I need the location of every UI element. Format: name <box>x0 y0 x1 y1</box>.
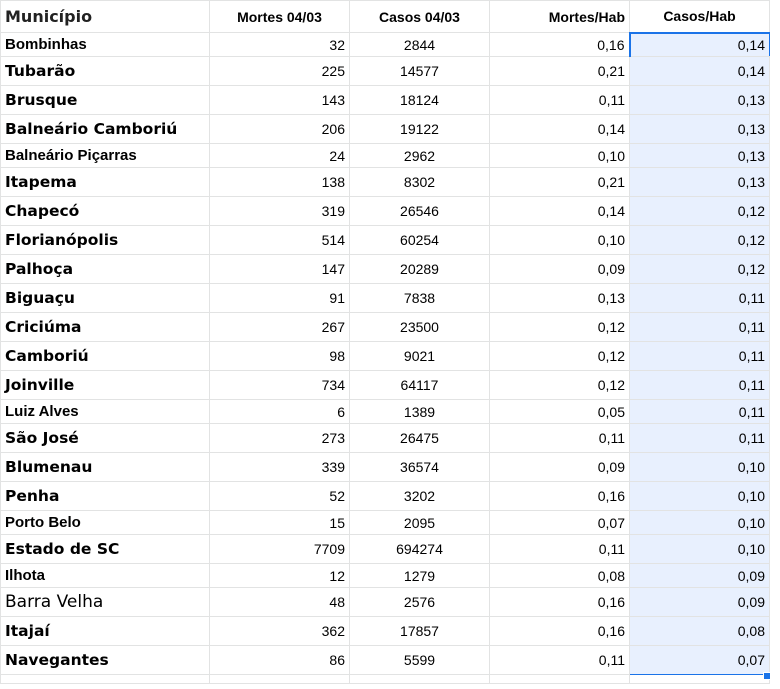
cell-mortes-hab[interactable]: 0,10 <box>490 144 630 168</box>
cell-municipio[interactable]: Balneário Camboriú <box>1 115 210 144</box>
cell-mortes-hab[interactable]: 0,11 <box>490 535 630 564</box>
cell-casos-hab[interactable]: 0,13 <box>630 115 770 144</box>
table-row <box>1 115 770 144</box>
cell-mortes[interactable]: 91 <box>210 284 350 313</box>
cell-mortes[interactable]: 24 <box>210 144 350 168</box>
cell-casos-hab[interactable]: 0,11 <box>630 284 770 313</box>
empty-cell[interactable] <box>1 675 210 684</box>
cell-casos-hab[interactable]: 0,11 <box>630 424 770 453</box>
cell-mortes[interactable]: 273 <box>210 424 350 453</box>
cell-mortes-hab[interactable]: 0,16 <box>490 33 630 57</box>
table-row <box>1 226 770 255</box>
cell-casos-hab[interactable]: 0,09 <box>630 588 770 617</box>
empty-cell[interactable] <box>630 675 770 684</box>
cell-mortes[interactable]: 15 <box>210 511 350 535</box>
cell-mortes-hab[interactable]: 0,09 <box>490 255 630 284</box>
cell-casos-hab[interactable]: 0,13 <box>630 144 770 168</box>
cell-municipio[interactable]: Palhoça <box>1 255 210 284</box>
table-row <box>1 342 770 371</box>
table-row <box>1 511 770 535</box>
cell-mortes[interactable]: 147 <box>210 255 350 284</box>
cell-mortes[interactable]: 98 <box>210 342 350 371</box>
cell-casos[interactable]: 60254 <box>350 226 490 255</box>
cell-municipio[interactable]: Joinville <box>1 371 210 400</box>
table-row <box>1 57 770 86</box>
cell-municipio[interactable]: Bombinhas <box>1 33 210 57</box>
empty-cell[interactable] <box>210 675 350 684</box>
header-cell-municipio[interactable]: Município <box>1 1 210 33</box>
cell-municipio[interactable]: Itajaí <box>1 617 210 646</box>
cell-casos[interactable]: 2844 <box>350 33 490 57</box>
table-row <box>1 617 770 646</box>
cell-municipio[interactable]: Chapecó <box>1 197 210 226</box>
cell-mortes-hab[interactable]: 0,14 <box>490 197 630 226</box>
cell-casos[interactable]: 26546 <box>350 197 490 226</box>
cell-mortes-hab[interactable]: 0,05 <box>490 400 630 424</box>
cell-casos-hab[interactable]: 0,11 <box>630 313 770 342</box>
cell-municipio[interactable]: Balneário Piçarras <box>1 144 210 168</box>
cell-municipio[interactable]: Biguaçu <box>1 284 210 313</box>
cell-municipio[interactable]: Itapema <box>1 168 210 197</box>
cell-mortes[interactable]: 138 <box>210 168 350 197</box>
cell-municipio[interactable]: Brusque <box>1 86 210 115</box>
table-row <box>1 482 770 511</box>
cell-casos[interactable]: 2095 <box>350 511 490 535</box>
header-cell-casos[interactable]: Casos 04/03 <box>350 1 490 33</box>
cell-casos-hab[interactable]: 0,10 <box>630 482 770 511</box>
cell-casos[interactable]: 20289 <box>350 255 490 284</box>
cell-mortes-hab[interactable]: 0,11 <box>490 646 630 675</box>
cell-casos[interactable]: 26475 <box>350 424 490 453</box>
empty-row <box>1 675 770 684</box>
cell-casos-hab[interactable]: 0,12 <box>630 226 770 255</box>
cell-municipio[interactable]: Barra Velha <box>1 588 210 617</box>
table-row <box>1 371 770 400</box>
cell-mortes-hab[interactable]: 0,10 <box>490 226 630 255</box>
cell-casos-hab[interactable]: 0,09 <box>630 564 770 588</box>
table-row <box>1 313 770 342</box>
cell-casos[interactable]: 2962 <box>350 144 490 168</box>
cell-casos-hab[interactable]: 0,12 <box>630 255 770 284</box>
cell-municipio[interactable]: Florianópolis <box>1 226 210 255</box>
cell-mortes-hab[interactable]: 0,12 <box>490 371 630 400</box>
cell-casos[interactable]: 1389 <box>350 400 490 424</box>
cell-mortes-hab[interactable]: 0,12 <box>490 342 630 371</box>
cell-mortes-hab[interactable]: 0,14 <box>490 115 630 144</box>
cell-municipio[interactable]: Navegantes <box>1 646 210 675</box>
cell-casos-hab[interactable]: 0,12 <box>630 197 770 226</box>
table-row <box>1 197 770 226</box>
cell-municipio[interactable]: Porto Belo <box>1 511 210 535</box>
cell-casos[interactable]: 3202 <box>350 482 490 511</box>
cell-casos[interactable]: 8302 <box>350 168 490 197</box>
cell-casos-hab[interactable]: 0,10 <box>630 511 770 535</box>
cell-mortes[interactable]: 48 <box>210 588 350 617</box>
cell-mortes-hab[interactable]: 0,11 <box>490 424 630 453</box>
cell-casos[interactable]: 694274 <box>350 535 490 564</box>
table-row <box>1 284 770 313</box>
cell-municipio[interactable]: Camboriú <box>1 342 210 371</box>
header-row <box>1 1 770 33</box>
cell-mortes[interactable]: 143 <box>210 86 350 115</box>
cell-casos[interactable]: 2576 <box>350 588 490 617</box>
cell-casos[interactable]: 19122 <box>350 115 490 144</box>
cell-mortes-hab[interactable]: 0,09 <box>490 453 630 482</box>
cell-mortes[interactable]: 52 <box>210 482 350 511</box>
cell-mortes[interactable]: 206 <box>210 115 350 144</box>
cell-municipio[interactable]: Ilhota <box>1 564 210 588</box>
cell-mortes-hab[interactable]: 0,21 <box>490 57 630 86</box>
cell-mortes[interactable]: 12 <box>210 564 350 588</box>
cell-mortes[interactable]: 319 <box>210 197 350 226</box>
cell-casos-hab[interactable]: 0,14 <box>630 33 770 57</box>
cell-mortes[interactable]: 734 <box>210 371 350 400</box>
cell-mortes[interactable]: 339 <box>210 453 350 482</box>
cell-mortes[interactable]: 6 <box>210 400 350 424</box>
table-row <box>1 86 770 115</box>
cell-municipio[interactable]: Tubarão <box>1 57 210 86</box>
cell-casos-hab[interactable]: 0,13 <box>630 86 770 115</box>
cell-mortes-hab[interactable]: 0,07 <box>490 511 630 535</box>
table-row <box>1 424 770 453</box>
cell-mortes[interactable]: 32 <box>210 33 350 57</box>
header-cell-casos-hab[interactable]: Casos/Hab <box>630 1 770 33</box>
cell-casos-hab[interactable]: 0,11 <box>630 371 770 400</box>
table-row <box>1 646 770 675</box>
cell-mortes-hab[interactable]: 0,16 <box>490 588 630 617</box>
cell-casos[interactable]: 7838 <box>350 284 490 313</box>
cell-casos[interactable]: 9021 <box>350 342 490 371</box>
cell-mortes-hab[interactable]: 0,21 <box>490 168 630 197</box>
cell-casos[interactable]: 1279 <box>350 564 490 588</box>
selection-fill-handle[interactable] <box>763 672 771 680</box>
cell-casos-hab[interactable]: 0,11 <box>630 400 770 424</box>
cell-casos[interactable]: 17857 <box>350 617 490 646</box>
cell-casos[interactable]: 36574 <box>350 453 490 482</box>
cell-casos[interactable]: 14577 <box>350 57 490 86</box>
cell-casos-hab[interactable]: 0,07 <box>630 646 770 675</box>
header-cell-mortes[interactable]: Mortes 04/03 <box>210 1 350 33</box>
cell-casos-hab[interactable]: 0,08 <box>630 617 770 646</box>
table-row <box>1 453 770 482</box>
table-row <box>1 400 770 424</box>
table-row <box>1 255 770 284</box>
cell-casos[interactable]: 5599 <box>350 646 490 675</box>
cell-mortes-hab[interactable]: 0,11 <box>490 86 630 115</box>
cell-mortes[interactable]: 514 <box>210 226 350 255</box>
cell-mortes[interactable]: 225 <box>210 57 350 86</box>
cell-casos-hab[interactable]: 0,14 <box>630 57 770 86</box>
cell-casos-hab[interactable]: 0,11 <box>630 342 770 371</box>
empty-cell[interactable] <box>490 675 630 684</box>
cell-municipio[interactable]: Penha <box>1 482 210 511</box>
table-row <box>1 535 770 564</box>
cell-municipio[interactable]: Luiz Alves <box>1 400 210 424</box>
table-row <box>1 33 770 57</box>
cell-mortes[interactable]: 86 <box>210 646 350 675</box>
cell-casos-hab[interactable]: 0,10 <box>630 535 770 564</box>
table-row <box>1 564 770 588</box>
table-row <box>1 168 770 197</box>
cell-mortes-hab[interactable]: 0,13 <box>490 284 630 313</box>
cell-municipio[interactable]: Criciúma <box>1 313 210 342</box>
cell-mortes[interactable]: 362 <box>210 617 350 646</box>
cell-mortes[interactable]: 7709 <box>210 535 350 564</box>
cell-mortes-hab[interactable]: 0,12 <box>490 313 630 342</box>
cell-mortes-hab[interactable]: 0,16 <box>490 482 630 511</box>
cell-municipio[interactable]: Estado de SC <box>1 535 210 564</box>
cell-casos[interactable]: 23500 <box>350 313 490 342</box>
cell-casos[interactable]: 18124 <box>350 86 490 115</box>
table-row <box>1 588 770 617</box>
cell-municipio[interactable]: São José <box>1 424 210 453</box>
cell-municipio[interactable]: Blumenau <box>1 453 210 482</box>
cell-mortes[interactable]: 267 <box>210 313 350 342</box>
cell-mortes-hab[interactable]: 0,16 <box>490 617 630 646</box>
header-cell-mortes-hab[interactable]: Mortes/Hab <box>490 1 630 33</box>
empty-cell[interactable] <box>350 675 490 684</box>
cell-mortes-hab[interactable]: 0,08 <box>490 564 630 588</box>
table-row <box>1 144 770 168</box>
cell-casos-hab[interactable]: 0,13 <box>630 168 770 197</box>
cell-casos[interactable]: 64117 <box>350 371 490 400</box>
cell-casos-hab[interactable]: 0,10 <box>630 453 770 482</box>
